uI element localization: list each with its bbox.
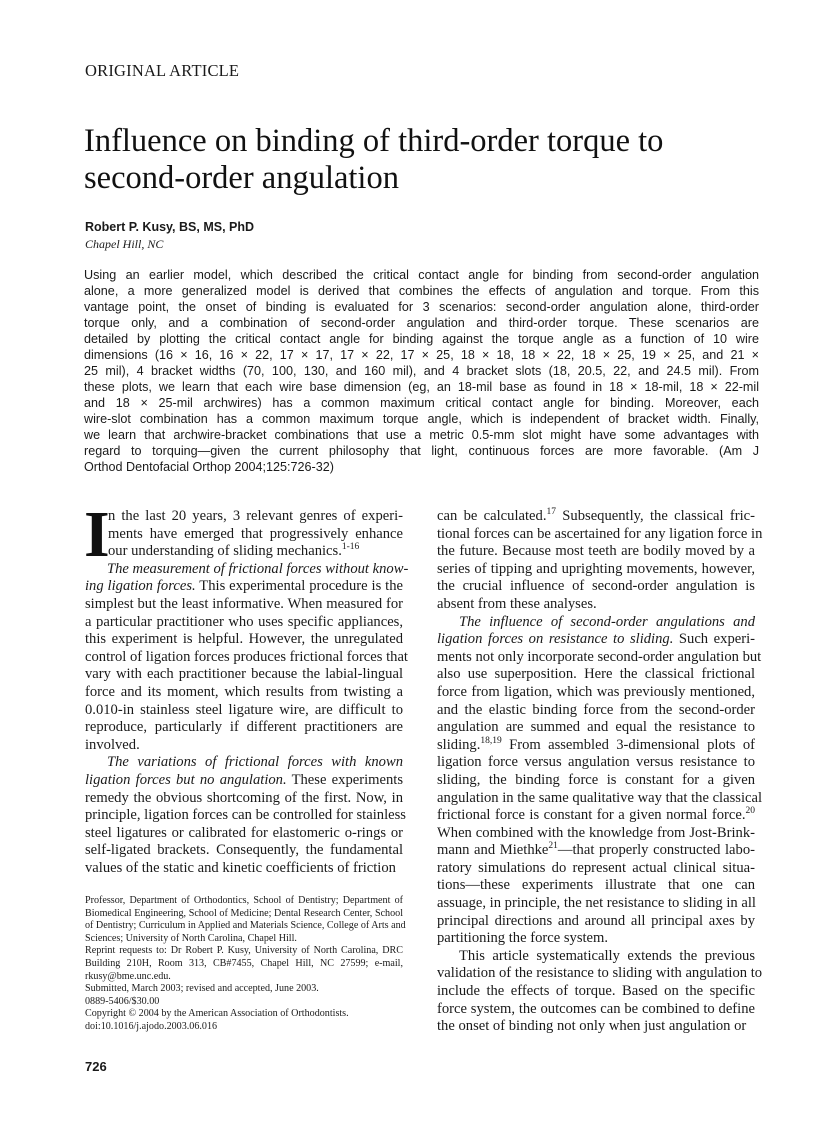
- text-line: [437, 631, 755, 649]
- text-run: include the effects of torque. Based on the specific: [437, 983, 755, 1000]
- citation-superscript: 21: [548, 841, 558, 852]
- citation-superscript: 17: [546, 507, 556, 517]
- text-run: ments have emerged that progressively enhance: [108, 525, 403, 542]
- text-run: series of tipping and uprighting movements, however,: [437, 560, 755, 577]
- text-line: [85, 578, 403, 596]
- text-run: —that properly constructed labo-: [557, 842, 755, 859]
- text-line: [85, 825, 403, 843]
- text-run: These experiments: [286, 771, 404, 788]
- text-line: [85, 807, 406, 825]
- text-line: [437, 684, 755, 702]
- abstract-line: detailed by plotting the critical contact angle for binding against the torque angle as a function of 10 wire: [84, 332, 759, 346]
- text-run: the crucial influence of second-order angulation is: [437, 578, 755, 595]
- text-run: force and its moment, which results from twisting a: [85, 683, 403, 700]
- text-line: [85, 877, 403, 895]
- text-line: [85, 702, 403, 720]
- text-run: Subsequently, the classical fric-: [555, 508, 756, 524]
- text-line: [85, 737, 403, 755]
- text-run: absent from these analyses.: [437, 595, 597, 612]
- text-run: ratory simulations do represent actual clinical situa-: [437, 859, 755, 876]
- text-line: [437, 561, 755, 579]
- abstract-line: 25 mil), 4 bracket widths (70, 100, 130, and 160 mil), and 4 bracket slots (18, 20.5, 22, and 24.5 mil). From: [84, 364, 759, 378]
- text-run: steel ligatures or calibrated for elastomeric o-rings or: [85, 824, 403, 841]
- text-line: [437, 525, 763, 544]
- text-run: values of the static and kinetic coefficients of friction: [85, 859, 396, 876]
- page-number: 726: [85, 1059, 107, 1074]
- drop-cap: I: [84, 498, 110, 571]
- footnote-line: of Dentistry; Curriculum in Applied and Materials Science, College of Arts and: [85, 920, 406, 932]
- text-line: [437, 596, 755, 614]
- text-run: force from ligation, which was previously mentioned,: [437, 683, 755, 700]
- text-run: ments not only incorporate second-order angulation but: [437, 648, 762, 665]
- text-line: [437, 913, 755, 931]
- text-run: involved.: [85, 736, 140, 753]
- section-label: ORIGINAL ARTICLE: [85, 61, 240, 80]
- abstract-line: these plots, we learn that each wire base dimension (eg, an 18-mil base as found in 18 × 18-mil, 18 × 22-mil: [84, 380, 759, 394]
- abstract-line: and 18 × 25-mil archwires) has a common maximum critical contact angle for binding. Moreover, each: [84, 396, 759, 410]
- text-run: our understanding of sliding mechanics.: [108, 543, 342, 560]
- body-column-right: [437, 507, 763, 1053]
- text-run: This experimental procedure is the: [195, 578, 403, 595]
- abstract-line: Orthod Dentofacial Orthop 2004;125:726-32): [84, 460, 334, 474]
- article-title: [84, 123, 663, 197]
- text-line: [437, 807, 755, 825]
- text-line: [437, 508, 755, 526]
- text-run: and the elastic binding force from the second-order: [437, 701, 755, 718]
- text-run: n the last 20 years, 3 relevant genres of experi-: [108, 508, 403, 524]
- text-line: [437, 825, 755, 843]
- text-line: [437, 1018, 755, 1036]
- footnote-line: Biomedical Engineering, School of Medicine; Dental Research Center, School: [85, 907, 403, 919]
- text-run: mann and Miethke: [437, 842, 549, 859]
- text-run: From assembled 3-dimensional plots of: [501, 736, 755, 753]
- text-run: vary with each practitioner because the labial-lingual: [85, 666, 403, 683]
- text-line: [437, 578, 755, 596]
- text-run: assuage, in principle, the net resistance to sliding in all: [437, 895, 756, 912]
- title-line: second-order angulation: [84, 160, 399, 196]
- text-run: When combined with the knowledge from Jost-Brink-: [437, 824, 755, 841]
- citation-superscript: 20: [745, 806, 755, 817]
- italic-run: The influence of second-order angulations and: [459, 613, 755, 630]
- text-line: [85, 842, 403, 860]
- text-run: partitioning the force system.: [437, 930, 609, 947]
- text-run: force system, the outcomes can be combined to define: [437, 1000, 755, 1017]
- text-line: [85, 754, 403, 772]
- text-line: [437, 543, 755, 561]
- footnote-line: Copyright © 2004 by the American Association of Orthodontists.: [85, 1008, 349, 1020]
- text-run: ligation force versus angulation versus resistance to: [437, 754, 755, 771]
- text-line: [437, 737, 755, 755]
- text-line: [437, 860, 755, 878]
- footnote-line: Reprint requests to: Dr Robert P. Kusy, University of North Carolina, DRC: [85, 945, 403, 957]
- abstract-line: wire-slot combination has a common maximum torque angle, which is independent of bracket width. Finally,: [84, 412, 759, 426]
- italic-run: The variations of frictional forces with known: [107, 754, 403, 771]
- text-run: frictional force is constant for a given normal force.: [437, 807, 746, 824]
- citation-superscript: 1-16: [341, 542, 360, 553]
- author-affiliation: Chapel Hill, NC: [85, 237, 164, 251]
- title-line: Influence on binding of third-order torque to: [84, 123, 664, 159]
- footnote-line: doi:10.1016/j.ajodo.2003.06.016: [85, 1020, 218, 1032]
- text-line: [437, 614, 755, 632]
- text-line: [85, 614, 403, 632]
- text-run: also use superposition. Here the classical frictional: [437, 666, 755, 683]
- text-line: [437, 666, 755, 684]
- text-run: This article systematically extends the previous: [459, 947, 755, 964]
- text-line: [85, 666, 403, 684]
- text-line: [85, 860, 403, 878]
- text-run: remedy the obvious shortcoming of the first. Now, in: [85, 789, 403, 806]
- citation-superscript: 18,19: [480, 735, 502, 746]
- footnote-line: Building 210H, Room 313, CB#7455, Chapel Hill, NC 27599; e-mail,: [85, 957, 403, 969]
- text-line: [437, 702, 755, 720]
- text-run: sliding.: [437, 736, 481, 753]
- abstract-line: alone, a more generalized model is derived that combines the effects of angulation and torque. From this: [84, 284, 759, 298]
- text-line: [437, 877, 755, 895]
- italic-run: The measurement of frictional forces without know-: [107, 560, 409, 577]
- text-run: the future. Because most teeth are bodily moved by a: [437, 543, 755, 560]
- body-column-left: [84, 498, 409, 895]
- footnote-line: Sciences; University of North Carolina, Chapel Hill.: [85, 932, 297, 944]
- text-line: [437, 772, 755, 790]
- abstract-line: we learn that archwire-bracket combinations that use a metric 0.5-mm slot might have some advantages with: [84, 428, 759, 442]
- text-line: [85, 719, 403, 737]
- abstract-line: torque only, and a combination of second-order angulation and third-order torque. These scenarios are: [84, 316, 759, 330]
- text-run: principle, ligation forces can be controlled for stainless: [85, 807, 406, 824]
- footnote-line: rkusy@bme.unc.edu.: [85, 970, 171, 982]
- italic-run: ligation forces but no angulation.: [85, 771, 287, 788]
- text-line: [85, 526, 403, 544]
- text-run: angulation are summed and equal the resistance to: [437, 719, 755, 736]
- text-run: can be calculated.: [437, 508, 547, 524]
- footnote-line: Professor, Department of Orthodontics, School of Dentistry; Department of: [85, 895, 403, 906]
- text-line: [85, 543, 403, 561]
- text-run: simplest but the least informative. When measured for: [85, 595, 403, 612]
- text-line: [437, 842, 755, 860]
- text-run: a particular practitioner who uses specific appliances,: [85, 613, 403, 630]
- text-line: [437, 1001, 755, 1019]
- text-line: [437, 648, 762, 667]
- text-run: angulation in the same qualitative way that the classical: [437, 789, 763, 806]
- abstract-line: regard to torquing—given the current philosophy that light, continuous forces are more favorable. (Am J: [84, 444, 759, 458]
- text-line: [85, 648, 408, 667]
- text-line: [85, 684, 403, 702]
- text-run: self-ligated brackets. Consequently, the fundamental: [85, 842, 403, 859]
- text-line: [85, 772, 403, 790]
- text-run: validation of the resistance to sliding with angulation to: [437, 965, 763, 982]
- italic-run: ligation forces on resistance to sliding.: [437, 631, 674, 648]
- text-run: this experiment is helpful. However, the unregulated: [85, 631, 403, 648]
- text-line: [437, 965, 763, 983]
- text-line: [437, 983, 755, 1001]
- text-run: principal directions and around all principal axes by: [437, 912, 755, 929]
- text-line: [437, 754, 755, 772]
- text-line: [85, 790, 403, 808]
- footnotes: [85, 895, 406, 1034]
- text-line: [437, 719, 755, 737]
- footnote-line: 0889-5406/$30.00: [85, 995, 160, 1007]
- text-line: [85, 560, 409, 579]
- text-line: [85, 631, 403, 649]
- text-run: tional forces can be ascertained for any ligation force in: [437, 525, 763, 542]
- text-line: [437, 1036, 755, 1054]
- footnote-line: Submitted, March 2003; revised and accepted, June 2003.: [85, 983, 319, 995]
- italic-run: ing ligation forces.: [85, 578, 196, 595]
- text-run: reproduce, particularly if different practitioners are: [85, 719, 403, 736]
- text-run: 0.010-in stainless steel ligature wire, are difficult to: [85, 701, 403, 718]
- text-run: tions—these experiments illustrate that one can: [437, 877, 755, 894]
- text-run: Such experi-: [673, 631, 755, 648]
- text-line: [437, 789, 763, 808]
- text-line: [85, 596, 403, 614]
- abstract: [84, 267, 759, 475]
- text-line: [85, 508, 403, 526]
- text-run: the onset of binding not only when just angulation or: [437, 1018, 747, 1035]
- text-line: [437, 948, 755, 966]
- text-run: sliding, the binding force is constant for a given: [437, 771, 755, 788]
- abstract-line: dimensions (16 × 16, 16 × 22, 17 × 17, 17 × 22, 17 × 25, 18 × 18, 18 × 22, 18 × 25, 19 × 25, and 21 ×: [84, 348, 759, 362]
- text-line: [437, 895, 755, 913]
- text-run: control of ligation forces produces frictional forces that: [85, 648, 408, 665]
- abstract-line: Using an earlier model, which described the critical contact angle for binding from second-order angulation: [84, 268, 759, 282]
- abstract-line: vantage point, the onset of binding is evaluated for 3 scenarios: second-order angulation alone, third-order: [84, 300, 759, 314]
- author-name: Robert P. Kusy, BS, MS, PhD: [85, 220, 255, 234]
- text-line: [437, 930, 755, 948]
